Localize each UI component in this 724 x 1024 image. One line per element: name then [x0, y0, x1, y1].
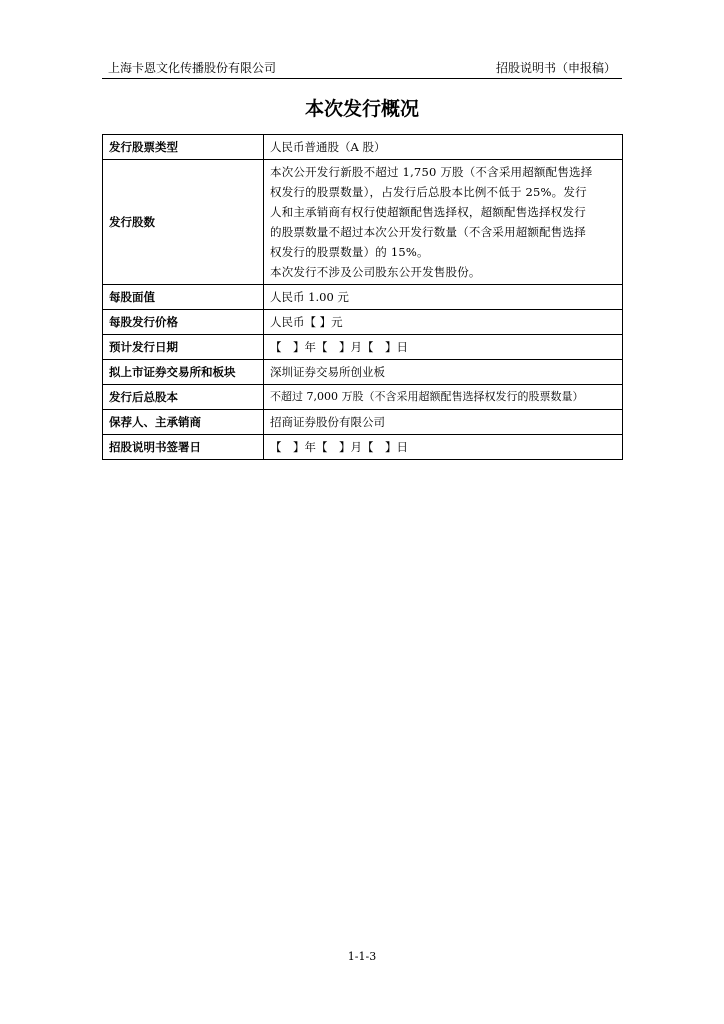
row-label: 每股面值: [103, 285, 264, 310]
table-row: [103, 360, 623, 385]
table-row: [103, 385, 623, 410]
row-value: 人民币普通股（A 股）: [264, 135, 623, 160]
row-value: 【 】年【 】月【 】日: [264, 335, 623, 360]
row-value-multiline: [264, 160, 623, 285]
row-label: 预计发行日期: [103, 335, 264, 360]
value-line: 本次发行不涉及公司股东公开发售股份。: [270, 265, 481, 279]
row-label: 发行股数: [103, 160, 264, 285]
row-value: 人民币【 】元: [264, 310, 623, 335]
table-row: [103, 435, 623, 460]
page-number: 1-1-3: [347, 950, 377, 963]
value-line: 权发行的股票数量）的 15%。: [270, 245, 429, 259]
row-value: 招商证券股份有限公司: [264, 410, 623, 435]
row-label: 招股说明书签署日: [103, 435, 264, 460]
value-line: 的股票数量不超过本次公开发行数量（不含采用超额配售选择: [270, 225, 586, 239]
value-line: 权发行的股票数量），占发行后总股本比例不低于 25%。发行: [270, 185, 587, 199]
row-value: 不超过 7,000 万股（不含采用超额配售选择权发行的股票数量）: [264, 385, 623, 410]
row-value: 人民币 1.00 元: [264, 285, 623, 310]
row-value: 【 】年【 】月【 】日: [264, 435, 623, 460]
row-label: 发行股票类型: [103, 135, 264, 160]
table-row: [103, 285, 623, 310]
table-row: [103, 135, 623, 160]
row-label: 发行后总股本: [103, 385, 264, 410]
value-line: 本次公开发行新股不超过 1,750 万股（不含采用超额配售选择: [270, 165, 593, 179]
value-line: 人和主承销商有权行使超额配售选择权，超额配售选择权发行: [270, 205, 586, 219]
row-label: 拟上市证券交易所和板块: [103, 360, 264, 385]
header-doc-type: 招股说明书（申报稿）: [495, 61, 616, 75]
page-title: 本次发行概况: [304, 98, 419, 120]
row-label: 保荐人、主承销商: [103, 410, 264, 435]
table-row: [103, 410, 623, 435]
table-row: [103, 310, 623, 335]
page-header: [102, 58, 622, 79]
row-value: 深圳证券交易所创业板: [264, 360, 623, 385]
header-company: 上海卡恩文化传播股份有限公司: [108, 61, 277, 75]
row-label: 每股发行价格: [103, 310, 264, 335]
table-row: [103, 335, 623, 360]
offering-overview-table: [102, 134, 623, 460]
table-row: [103, 160, 623, 285]
